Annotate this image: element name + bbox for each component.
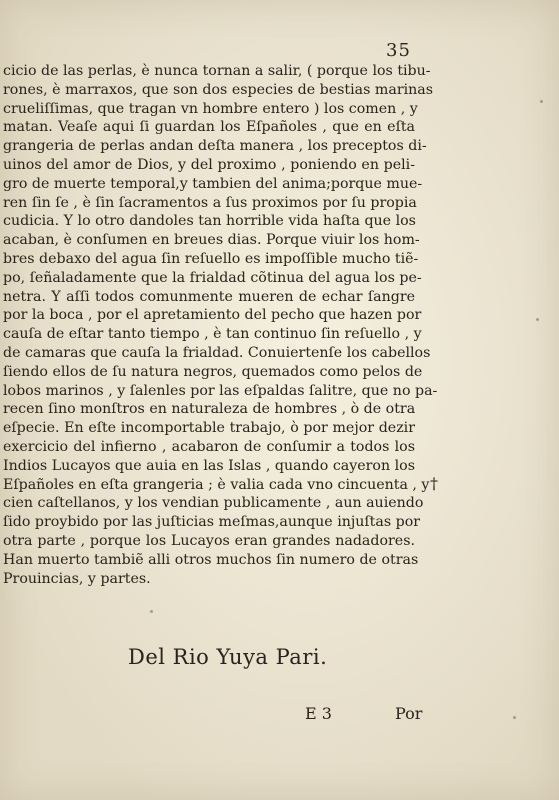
text-line: otra parte , porque los Lucayos eran grandes nadadores. <box>3 532 415 549</box>
text-line: recen ſino monſtros en naturaleza de hombres , ò de otra <box>3 401 416 418</box>
text-line: Prouincias, y partes. <box>3 570 151 587</box>
text-line: lobos marinos , y ſalenles por las eſpaldas ſalitre, que no pa- <box>3 382 438 399</box>
text-line: gro de muerte temporal,y tambien del anima;porque mue- <box>3 175 423 192</box>
text-line: cien caſtellanos, y los vendian publicamente , aun auiendo <box>3 495 424 512</box>
section-heading: Del Rio Yuya Pari. <box>128 645 328 669</box>
text-line: cauſa de eſtar tanto tiempo , è tan continuo ſin reſuello , y <box>3 326 422 343</box>
text-line: matan. Veaſe aqui ſi guardan los Eſpañoles , que en eſta <box>3 119 415 136</box>
paper-speck <box>540 100 543 103</box>
signature-mark: E 3 <box>305 704 332 723</box>
text-line: Han muerto tambiẽ alli otros muchos ſin numero de otras <box>3 551 419 568</box>
catchword: Por <box>395 704 423 723</box>
text-line: crueliſſimas, que tragan vn hombre entero ) los comen , y <box>3 100 418 117</box>
text-line: Eſpañoles en eſta grangeria ; è valia cada vno cincuenta , y <box>3 476 430 493</box>
text-line: po, ſeñaladamente que la frialdad cõtinua del agua los pe- <box>3 269 422 286</box>
text-line: exercicio del infierno , acabaron de conſumir a todos los <box>3 438 415 455</box>
text-line: bres debaxo del agua ſin reſuello es impoſſible mucho tiẽ- <box>3 250 419 267</box>
text-line: ſiendo ellos de ſu natura negros, quemados como pelos de <box>3 363 423 380</box>
text-line: Indios Lucayos que auia en las Islas , quando cayeron los <box>3 457 415 474</box>
paper-speck <box>150 610 153 613</box>
body-text <box>3 62 438 588</box>
text-line: eſpecie. En eſte incomportable trabajo, ò por mejor dezir <box>3 420 415 437</box>
text-line: cudicia. Y lo otro dandoles tan horrible vida haſta que los <box>3 213 416 230</box>
text-line: ſido proybido por las juſticias meſmas,aunque injuſtas por <box>3 514 421 531</box>
page-number: 35 <box>386 40 411 61</box>
text-line: por la boca , por el apretamiento del pecho que hazen por <box>3 307 422 324</box>
text-line: netra. Y aſſi todos comunmente mueren de echar ſangre <box>3 288 415 305</box>
text-line: acaban, è conſumen en breues dias. Porque viuir los hom- <box>3 232 420 249</box>
text-line: de camaras que cauſa la frialdad. Conuiertenſe los cabellos <box>3 344 431 361</box>
text-line: cicio de las perlas, è nunca tornan a salir, ( porque los tibu- <box>3 63 431 79</box>
text-line: rones, è marraxos, que son dos especies de bestias marinas <box>3 81 434 98</box>
marginal-dagger-mark: † <box>430 474 438 493</box>
text-line: grangeria de perlas andan deſta manera , los preceptos di- <box>3 138 427 155</box>
text-line: ren ſin ſe , è ſin ſacramentos a ſus proximos por ſu propia <box>3 194 417 211</box>
paper-speck <box>536 318 539 321</box>
paper-speck <box>513 716 516 719</box>
text-line: uinos del amor de Dios, y del proximo , poniendo en peli- <box>3 156 415 173</box>
